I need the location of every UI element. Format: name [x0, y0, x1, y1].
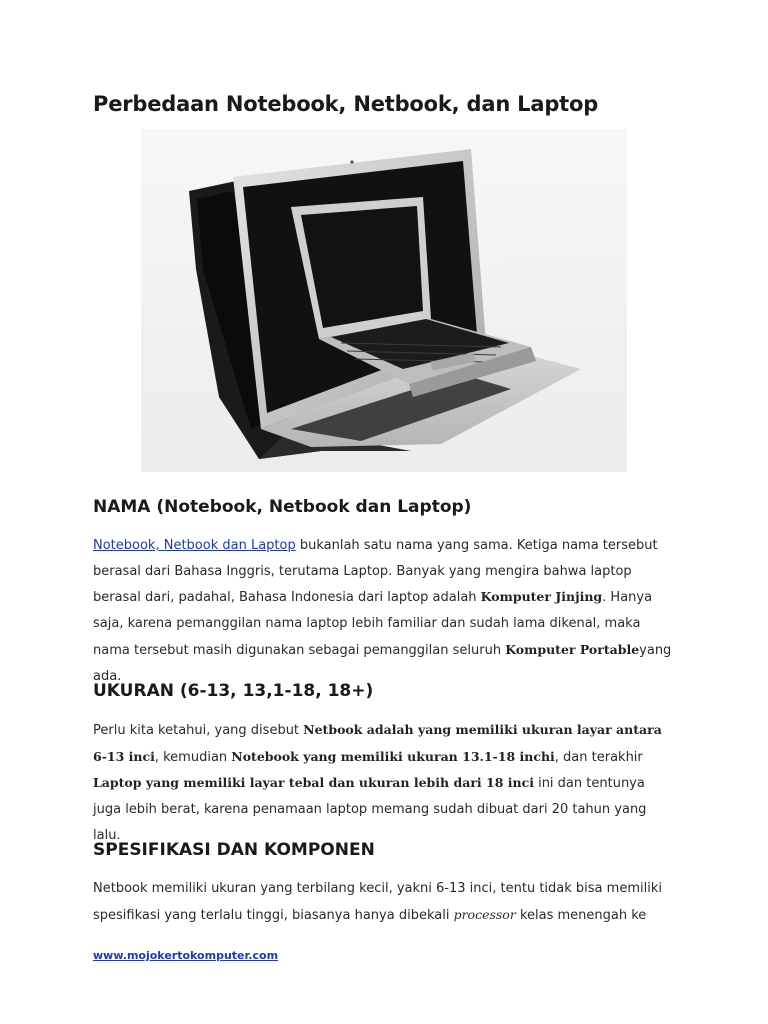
page-title: Perbedaan Notebook, Netbook, dan Laptop: [93, 92, 599, 116]
laptop-comparison-photo: [141, 129, 627, 472]
bold-text: Komputer Jinjing: [480, 589, 603, 605]
italic-text: processor: [453, 906, 516, 922]
text-span: , kemudian: [154, 749, 232, 765]
bold-text: Notebook yang memiliki ukuran 13.1-18 inchi: [231, 748, 555, 764]
paragraph-ukuran: [93, 717, 675, 849]
text-span: Netbook memiliki ukuran yang terbilang kecil, yakni 6-13 inci, tentu tidak bisa memiliki spesifikasi yang terlalu tinggi, biasanya hanya dibekali: [93, 881, 662, 923]
text-span: . Hanya saja, karena pemanggilan nama laptop lebih familiar dan sudah lama dikenal, maka nama tersebut masih digunakan sebagai pemanggilan seluruh: [93, 590, 653, 658]
paragraph-nama: [93, 533, 675, 689]
bold-text: Laptop yang memiliki layar tebal dan ukuran lebih dari 18 inci: [93, 775, 534, 791]
text-span: , dan terakhir: [554, 749, 643, 765]
bold-text: Netbook adalah yang memiliki ukuran layar antara 6-13 inci: [93, 722, 662, 764]
text-span: Perlu kita ketahui, yang disebut: [93, 723, 304, 738]
footer-website-link[interactable]: www.mojokertokomputer.com: [93, 949, 279, 962]
notebook-netbook-laptop-link[interactable]: Notebook, Netbook dan Laptop: [93, 538, 296, 553]
text-span: ini dan tentunya juga lebih berat, karena penamaan laptop memang sudah dibuat dari 20 tahun yang lalu.: [93, 776, 647, 843]
section-heading-ukuran: UKURAN (6-13, 13,1-18, 18+): [93, 681, 374, 701]
text-span: kelas menengah ke: [515, 907, 647, 923]
paragraph-spesifikasi: [93, 876, 675, 928]
section-heading-spesifikasi: SPESIFIKASI DAN KOMPONEN: [93, 840, 375, 860]
text-span: bukanlah satu nama yang sama. Ketiga nama tersebut berasal dari Bahasa Inggris, terutama Laptop. Banyak yang mengira bahwa laptop berasal dari, padahal, Bahasa Indonesia dari laptop adalah: [93, 538, 658, 606]
section-heading-nama: NAMA (Notebook, Netbook dan Laptop): [93, 497, 472, 517]
text-span: yang ada.: [93, 642, 672, 684]
laptops-illustration: [141, 129, 627, 472]
bold-text: Komputer Portable: [505, 641, 640, 657]
